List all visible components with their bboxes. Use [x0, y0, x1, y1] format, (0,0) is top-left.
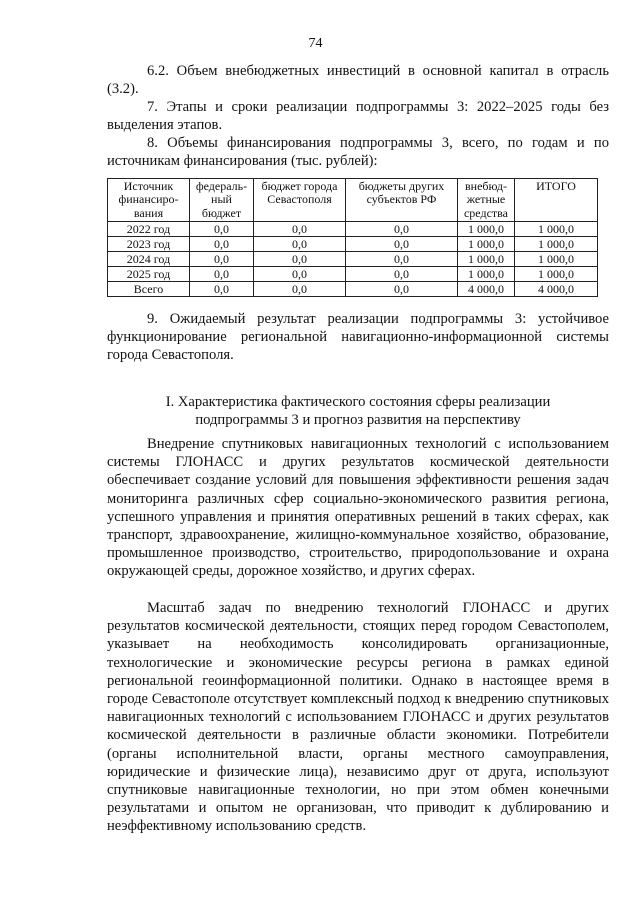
table-cell: 0,0 — [190, 267, 254, 282]
table-header-cell: бюджеты других субъектов РФ — [346, 179, 458, 222]
table-cell: 0,0 — [190, 222, 254, 237]
table-cell: 1 000,0 — [515, 267, 598, 282]
table-cell: 0,0 — [254, 267, 346, 282]
table-cell: Всего — [108, 282, 190, 297]
table-cell: 1 000,0 — [458, 237, 515, 252]
body-paragraph-1: Внедрение спутниковых навигационных технологий с использованием системы ГЛОНАСС и других результатов космической деятельности обеспечивает создание условий для повышения эффективности решения задач мониторинга различных сфер социально-экономического развития региона, успешного управления и принятия оперативных решений в таких сферах, как транспорт, здравоохранение, жилищно-коммунальное хозяйство, образование, промышленное производство, строительство, природопользование и охрана окружающей среды, дорожное хозяйство, и других сферах. — [107, 436, 609, 580]
table-cell: 2024 год — [108, 252, 190, 267]
table-header-cell: Источник финансиро-вания — [108, 179, 190, 222]
table-header-row — [108, 179, 598, 222]
table-row — [108, 267, 598, 282]
table-cell: 2025 год — [108, 267, 190, 282]
table-header-cell: ИТОГО — [515, 179, 598, 222]
table-cell: 4 000,0 — [458, 282, 515, 297]
table-cell: 0,0 — [190, 237, 254, 252]
table-cell: 0,0 — [190, 282, 254, 297]
table-cell: 0,0 — [190, 252, 254, 267]
financing-table — [107, 178, 598, 297]
paragraph-9: 9. Ожидаемый результат реализации подпрограммы 3: устойчивое функционирование региональной навигационно-информационной системы города Севастополя. — [107, 311, 609, 364]
table-cell: 0,0 — [346, 222, 458, 237]
section-heading — [107, 393, 609, 429]
table-cell: 0,0 — [254, 282, 346, 297]
table-cell: 0,0 — [346, 252, 458, 267]
table-cell: 0,0 — [346, 267, 458, 282]
table-row — [108, 237, 598, 252]
table-cell: 1 000,0 — [458, 267, 515, 282]
table-cell: 0,0 — [254, 237, 346, 252]
table-cell: 0,0 — [254, 222, 346, 237]
paragraph-6-2: 6.2. Объем внебюджетных инвестиций в основной капитал в отрасль (3.2). — [107, 63, 609, 98]
table-cell: 1 000,0 — [515, 222, 598, 237]
table-cell: 1 000,0 — [458, 252, 515, 267]
section-heading-line: подпрограммы 3 и прогноз развития на перспективу — [195, 412, 521, 429]
table-header-cell: бюджет города Севастополя — [254, 179, 346, 222]
table-cell: 4 000,0 — [515, 282, 598, 297]
body-paragraph-2: Масштаб задач по внедрению технологий ГЛОНАСС и других результатов космической деятельности, стоящих перед городом Севастополем, указывает на необходимость консолидировать организационные, технологические и экономические ресурсы региона в рамках единой региональной геоинформационной политики. Однако в настоящее время в городе Севастополе отсутствует комплексный подход к внедрению спутниковых навигационных технологий с использованием ГЛОНАСС и других результатов космической деятельности в различные области экономики. Потребители (органы исполнительной власти, органы местного самоуправления, юридические и физические лица), независимо друг от друга, используют спутниковые навигационные технологии, но при этом обмен конечными результатами и опытом не организован, что приводит к дублированию и неэффективному использованию средств. — [107, 600, 609, 835]
table-cell: 0,0 — [346, 237, 458, 252]
page-number: 74 — [308, 36, 323, 51]
table-header-cell: внебюд-жетные средства — [458, 179, 515, 222]
table-cell: 1 000,0 — [515, 237, 598, 252]
table-cell: 0,0 — [346, 282, 458, 297]
table-cell: 2022 год — [108, 222, 190, 237]
paragraph-7: 7. Этапы и сроки реализации подпрограммы 3: 2022–2025 годы без выделения этапов. — [107, 99, 609, 134]
table-header-cell: федераль-ный бюджет — [190, 179, 254, 222]
table-cell: 2023 год — [108, 237, 190, 252]
table-row — [108, 282, 598, 297]
paragraph-8: 8. Объемы финансирования подпрограммы 3, всего, по годам и по источникам финансирования (тыс. рублей): — [107, 135, 609, 170]
table-row — [108, 252, 598, 267]
table-cell: 0,0 — [254, 252, 346, 267]
table-cell: 1 000,0 — [515, 252, 598, 267]
table-cell: 1 000,0 — [458, 222, 515, 237]
section-heading-line: I. Характеристика фактического состояния сферы реализации — [165, 394, 551, 410]
table-row — [108, 222, 598, 237]
